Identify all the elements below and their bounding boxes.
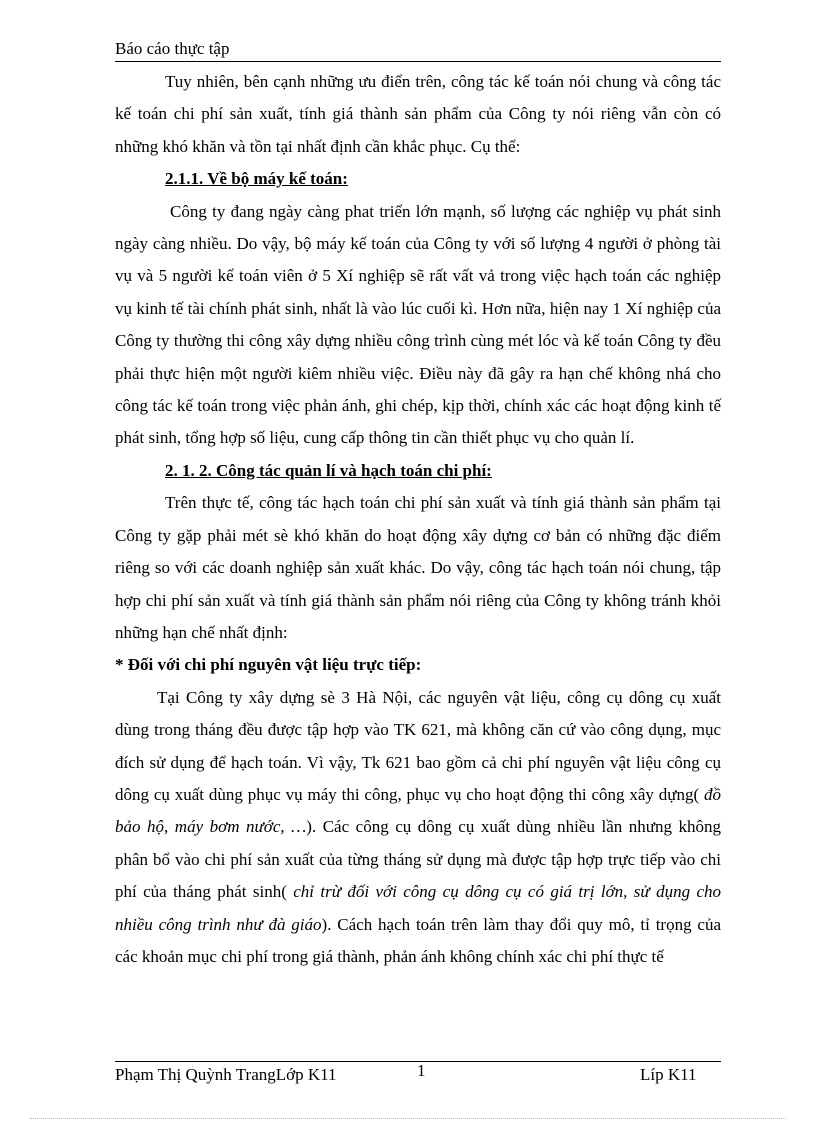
page-number: 1	[417, 1061, 426, 1080]
material-cost-bullet: * Đối với chi phí nguyên vật liệu trực tiếp:	[115, 655, 422, 675]
section-heading-2-1-2: 2. 1. 2. Công tác quản lí và hạch toán chi phí:	[165, 460, 492, 480]
footer-author: Phạm Thị Quỳnh TrangLớp K11	[115, 1065, 337, 1084]
document-body	[115, 66, 721, 973]
cost-management-paragraph: Trên thực tế, công tác hạch toán chi phí sản xuất và tính giá thành sản phẩm tại Công ty gặp phải mét sè khó khăn do hoạt động xây dựng cơ bản có những đặc điểm riêng so với các doanh nghiệp sản xuất khác. Do vậy, công tác hạch toán nói chung, tập hợp chi phí sản xuất và tính giá thành sản phẩm nói riêng của Công ty không tránh khỏi những hạn chế nhất định:	[115, 493, 721, 642]
footer-class: Líp K11	[640, 1065, 697, 1084]
material-cost-paragraph: Tại Công ty xây dựng sè 3 Hà Nội, các nguyên vật liệu, công cụ dông cụ xuất dùng trong tháng đều được tập hợp vào TK 621, mà không căn cứ vào công dụng, mục đích sử dụng để hạch toán. Vì vậy, Tk 621 bao gồm cả chi phí nguyên vật liệu công cụ dông cụ xuất dùng phục vụ máy thi công, phục vụ cho hoạt động thi công xây dựng( đồ bảo hộ, máy bơm nước, …). Các công cụ dông cụ xuất dùng nhiều lần nhưng không phân bổ vào chi phí sản xuất của từng tháng sử dụng mà được tập hợp trực tiếp vào chi phí của tháng phát sinh( chỉ trừ đối với công cụ dông cụ có giá trị lớn, sử dụng cho nhiều công trình như đà giáo). Cách hạch toán trên làm thay đổi quy mô, tỉ trọng của các khoản mục chi phí trong giá thành, phản ánh không chính xác chi phí thực tế	[115, 687, 721, 966]
section-heading-2-1-1: 2.1.1. Về bộ máy kế toán:	[165, 169, 348, 189]
page-header	[115, 38, 721, 62]
header-title: Báo cáo thực tập	[115, 39, 230, 58]
page-edge-divider	[30, 1118, 786, 1119]
intro-paragraph: Tuy nhiên, bên cạnh những ưu điển trên, công tác kế toán nói chung và công tác kế toán chi phí sản xuất, tính giá thành sản phẩm của Công ty nói riêng vẫn còn có những khó khăn và tồn tại nhất định cần khắc phục. Cụ thể:	[115, 72, 721, 156]
accounting-staff-paragraph: Công ty đang ngày càng phat triển lớn mạnh, số lượng các nghiệp vụ phát sinh ngày càng nhiều. Do vậy, bộ máy kế toán của Công ty với số lượng 4 người ở phòng tài vụ và 5 người kế toán viên ở 5 Xí nghiệp sẽ rất vất vả trong việc hạch toán các nghiệp vụ kinh tế tài chính phát sinh, nhất là vào lúc cuối kì. Hơn nữa, hiện nay 1 Xí nghiệp của Công ty thường thi công xây dựng nhiều công trình cùng mét lóc và kế toán Công ty đều phải thực hiện một người kiêm nhiều việc. Điều này đã gây ra hạn chế không nhá cho công tác kế toán trong việc phản ánh, ghi chép, kịp thời, chính xác các hoạt động kinh tế phát sinh, tổng hợp số liệu, cung cấp thông tin cần thiết phục vụ cho quản lí.	[115, 201, 721, 448]
